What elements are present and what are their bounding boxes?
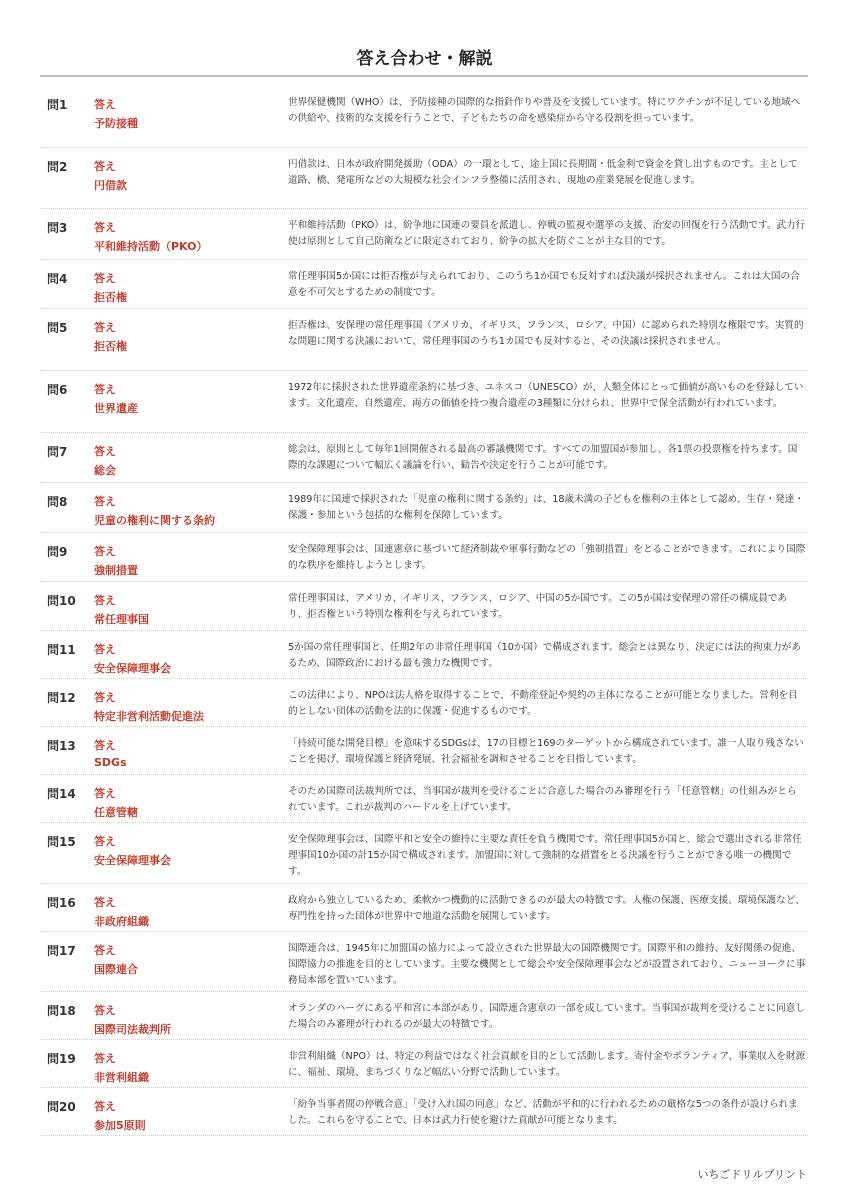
explanation-text: 政府から独立しているため、柔軟かつ機動的に活動できるのが最大の特徴です。人権の保護、医療支援、環境保護など、専門性を持った団体が世界中で地道な活動を展開しています。: [288, 895, 805, 922]
answer-label: 答え: [94, 691, 116, 704]
answer-label: 答え: [94, 272, 116, 285]
answer-label: 答え: [94, 944, 116, 957]
explanation-text: 1989年に国連で採択された「児童の権利に関する条約」は、18歳未満の子どもを権利の主体として認め、生存・発達・保護・参加という包括的な権利を保障しています。: [288, 494, 804, 521]
question-number: 問11: [47, 643, 76, 657]
explanation-text: そのため国際司法裁判所では、当事国が裁判を受けることに合意した場合のみ審理を行う「任意管轄」の仕組みがとられています。これが裁判のハードルを上げています。: [288, 786, 797, 813]
answer-label: 答え: [94, 383, 116, 396]
answer-term: 拒否権: [94, 340, 127, 353]
answer-label: 答え: [94, 545, 116, 558]
answer-row: [40, 727, 808, 775]
answer-row: [40, 483, 808, 533]
answer-label: 答え: [94, 495, 116, 508]
explanation-text: 国際連合は、1945年に加盟国の協力によって設立された世界最大の国際機関です。国際平和の維持、友好関係の促進、国際協力の推進を目的としています。主要な機関として総会や安全保障理事会などが設置されており、ニューヨークに事務局本部を置いています。: [288, 943, 806, 986]
question-number: 問1: [47, 98, 68, 112]
question-number: 問9: [47, 545, 68, 559]
answer-term: 参加5原則: [94, 1119, 146, 1132]
answer-row: [40, 260, 808, 309]
answer-term: 非政府組織: [94, 915, 149, 928]
answer-row: [40, 775, 808, 823]
answer-term: 予防接種: [94, 117, 138, 130]
explanation-text: 「持続可能な開発目標」を意味するSDGsは、17の目標と169のターゲットから構成されています。誰一人取り残さないことを掲げ、環境保護と経済発展、社会福祉を調和させることを目指しています。: [288, 738, 804, 765]
answer-label: 答え: [94, 221, 116, 234]
answer-list: [40, 86, 808, 1136]
answer-label: 答え: [94, 445, 116, 458]
question-number: 問13: [47, 739, 76, 753]
answer-label: 答え: [94, 835, 116, 848]
explanation-text: 常任理事国5か国には拒否権が与えられており、このうち1か国でも反対すれば決議が採択されません。これは大国の合意を不可欠とするための制度です。: [288, 271, 800, 298]
answer-term: 国際司法裁判所: [94, 1023, 171, 1036]
footer-brand: いちごドリルプリント: [697, 1168, 807, 1181]
answer-row: [40, 932, 808, 992]
answer-row: [40, 679, 808, 727]
answer-row: [40, 582, 808, 631]
answer-row: [40, 631, 808, 679]
question-number: 問12: [47, 691, 76, 705]
answer-label: 答え: [94, 643, 116, 656]
question-number: 問7: [47, 445, 68, 459]
question-number: 問10: [47, 594, 76, 608]
explanation-text: この法律により、NPOは法人格を取得することで、不動産登記や契約の主体になることが可能となりました。営利を目的としない団体の活動を法的に保護・促進するものです。: [288, 690, 798, 717]
answer-label: 答え: [94, 160, 116, 173]
question-number: 問20: [47, 1100, 76, 1114]
question-number: 問4: [47, 272, 68, 286]
answer-label: 答え: [94, 896, 116, 909]
answer-row: [40, 533, 808, 582]
question-number: 問15: [47, 835, 76, 849]
answer-label: 答え: [94, 1100, 116, 1113]
answer-row: [40, 992, 808, 1040]
question-number: 問14: [47, 787, 76, 801]
question-number: 問3: [47, 221, 68, 235]
question-number: 問6: [47, 383, 68, 397]
answer-row: [40, 371, 808, 433]
answer-term: 総会: [94, 464, 116, 477]
explanation-text: 総会は、原則として毎年1回開催される最高の審議機関です。すべての加盟国が参加し、各1票の投票権を持ちます。国際的な課題について幅広く議論を行い、勧告や決定を行うことが可能です。: [288, 444, 798, 471]
answer-term: 世界遺産: [94, 402, 138, 415]
answer-label: 答え: [94, 1004, 116, 1017]
question-number: 問8: [47, 495, 68, 509]
answer-term: 拒否権: [94, 291, 127, 304]
answer-row: [40, 433, 808, 483]
explanation-text: 5か国の常任理事国と、任期2年の非常任理事国（10か国）で構成されます。総会とは異なり、決定には法的拘束力があるため、国際政治における最も強力な機関です。: [288, 642, 801, 669]
answer-label: 答え: [94, 1052, 116, 1065]
answer-term: 国際連合: [94, 963, 138, 976]
question-number: 問17: [47, 944, 76, 958]
answer-term: 特定非営利活動促進法: [94, 710, 204, 723]
page-title: 答え合わせ・解説: [356, 49, 493, 69]
answer-term: 非営利組織: [94, 1071, 149, 1084]
explanation-text: 非営利組織（NPO）は、特定の利益ではなく社会貢献を目的として活動します。寄付金やボランティア、事業収入を財源に、福祉、環境、まちづくりなど幅広い分野で活動しています。: [288, 1051, 806, 1078]
question-number: 問5: [47, 321, 68, 335]
explanation-text: 「紛争当事者間の停戦合意」「受け入れ国の同意」など、活動が平和的に行われるための厳格な5つの条件が設けられました。これらを守ることで、日本は武力行使を避けた貢献が可能となります。: [288, 1099, 798, 1126]
question-number: 問2: [47, 160, 68, 174]
answer-label: 答え: [94, 594, 116, 607]
answer-term: 児童の権利に関する条約: [94, 514, 215, 527]
answer-label: 答え: [94, 787, 116, 800]
answer-term: 安全保障理事会: [94, 854, 171, 867]
explanation-text: 世界保健機関（WHO）は、予防接種の国際的な指針作りや普及を支援しています。特にワクチンが不足している地域への供給や、技術的な支援を行うことで、子どもたちの命を感染症から守る役割を担っています。: [288, 97, 801, 124]
explanation-text: オランダのハーグにある平和宮に本部があり、国際連合憲章の一部を成しています。当事国が裁判を受けることに同意した場合のみ審理が行われるのが最大の特徴です。: [288, 1003, 805, 1030]
answer-label: 答え: [94, 739, 116, 752]
answer-row: [40, 823, 808, 884]
answer-term: 平和維持活動（PKO）: [94, 240, 208, 253]
answer-row: [40, 309, 808, 371]
explanation-text: 1972年に採択された世界遺産条約に基づき、ユネスコ（UNESCO）が、人類全体にとって価値が高いものを登録しています。文化遺産、自然遺産、両方の価値を持つ複合遺産の3種類に分けられ、世界中で保全活動が行われています。: [288, 382, 804, 409]
title-divider: [40, 75, 808, 77]
explanation-text: 拒否権は、安保理の常任理事国（アメリカ、イギリス、フランス、ロシア、中国）に認められた特別な権限です。実質的な問題に関する決議において、常任理事国のうち1カ国でも反対すると、その決議は採択されません。: [288, 320, 804, 347]
question-number: 問19: [47, 1052, 76, 1066]
answer-label: 答え: [94, 321, 116, 334]
answer-row: [40, 884, 808, 932]
answer-term: 常任理事国: [94, 613, 149, 626]
question-number: 問18: [47, 1004, 76, 1018]
explanation-text: 円借款は、日本が政府開発援助（ODA）の一環として、途上国に長期間・低金利で資金を貸し出すものです。主として道路、橋、発電所などの大規模な社会インフラ整備に活用され、現地の産業発展を促進します。: [288, 159, 798, 186]
answer-row: [40, 1088, 808, 1136]
answer-label: 答え: [94, 98, 116, 111]
question-number: 問16: [47, 896, 76, 910]
explanation-text: 常任理事国は、アメリカ、イギリス、フランス、ロシア、中国の5か国です。この5か国は安保理の常任の構成員であり、拒否権という特別な権利を与えられています。: [288, 593, 787, 620]
answer-term: 円借款: [94, 179, 127, 192]
answer-term: SDGs: [94, 756, 127, 769]
answer-term: 任意管轄: [94, 806, 138, 819]
explanation-text: 平和維持活動（PKO）は、紛争地に国連の要員を派遣し、停戦の監視や選挙の支援、治安の回復を行う活動です。武力行使は原則として自己防衛などに限定されており、紛争の拡大を防ぐことが主な目的です。: [288, 220, 806, 247]
answer-row: [40, 1040, 808, 1088]
answer-term: 強制措置: [94, 564, 138, 577]
answer-term: 安全保障理事会: [94, 662, 171, 675]
answer-row: [40, 148, 808, 209]
answer-row: [40, 86, 808, 148]
answer-row: [40, 209, 808, 260]
explanation-text: 安全保障理事会は、国連憲章に基づいて経済制裁や軍事行動などの「強制措置」をとることができます。これにより国際的な秩序を維持しようとします。: [288, 544, 806, 571]
explanation-text: 安全保障理事会は、国際平和と安全の維持に主要な責任を負う機関です。常任理事国5か国と、総会で選出される非常任理事国10か国の計15か国で構成されます。加盟国に対して強制的な措置をとる決議を行うことができる唯一の機関です。: [288, 834, 802, 877]
